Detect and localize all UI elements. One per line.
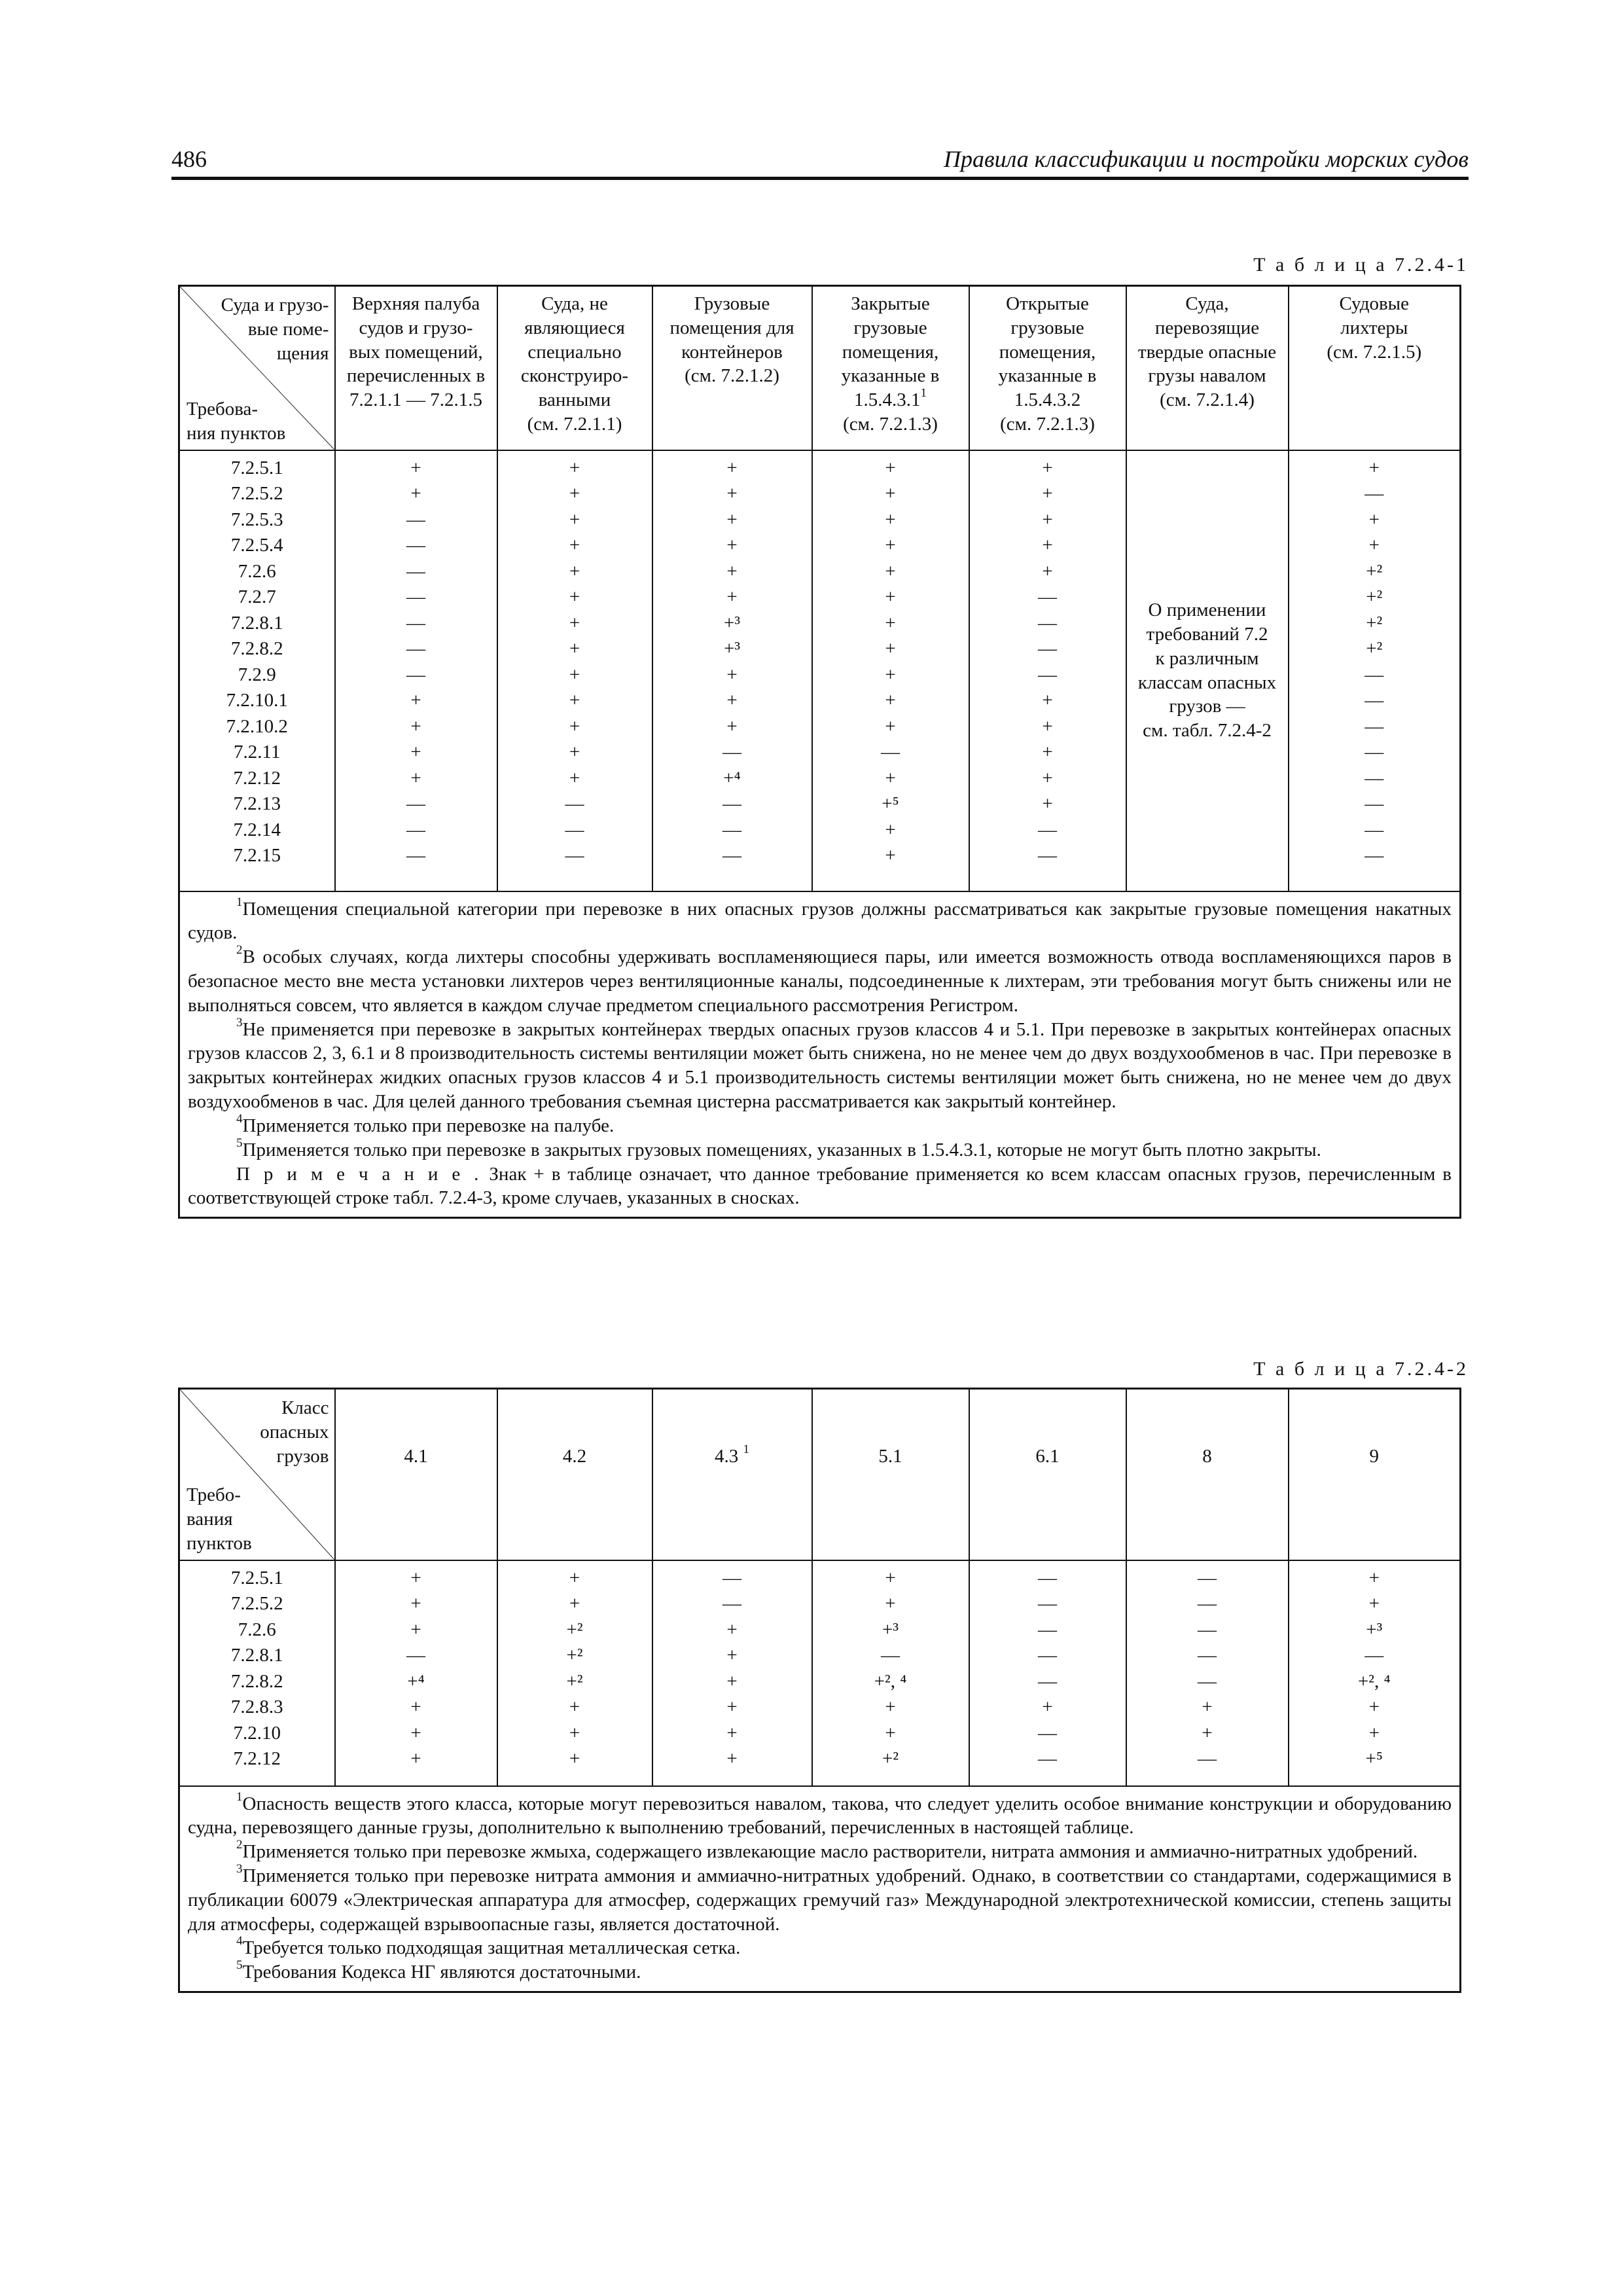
table-cell-value: 7.2.12 xyxy=(233,767,281,789)
table1-col-header: Суда, не являющиеся специально сконструиро- ванными (см. 7.2.1.1) xyxy=(497,286,652,450)
table-7-2-4-2 xyxy=(178,1388,1461,1993)
table-cell-value: — xyxy=(1364,1645,1384,1666)
table-cell-value: — xyxy=(406,535,425,556)
table-cell-value: + xyxy=(885,612,896,634)
table-cell-value: + xyxy=(569,1567,580,1588)
table-cell-value: — xyxy=(1198,1748,1217,1769)
table-cell-value: +² xyxy=(566,1645,583,1666)
table-cell-value: — xyxy=(406,612,425,634)
table-cell-value: + xyxy=(569,560,580,582)
table-cell-value: +³ xyxy=(723,638,741,659)
table-cell-value: + xyxy=(1368,509,1380,530)
table-cell-value: 7.2.10.1 xyxy=(226,690,288,711)
footnote: $^5$Требования Кодекса НГ являются достаточными. xyxy=(236,1958,641,1983)
table-cell-value: +² xyxy=(882,1748,899,1769)
table-cell-value: + xyxy=(726,509,738,530)
table-cell-value: + xyxy=(1042,509,1053,530)
table-cell-value: + xyxy=(1368,1696,1380,1717)
table2-col-header: 4.3 $^1$ xyxy=(652,1389,812,1560)
table-cell-value: + xyxy=(569,612,580,634)
table1-caption: Т а б л и ц а 7.2.4-1 xyxy=(1253,254,1469,276)
table-cell-value: + xyxy=(1042,742,1053,762)
table-cell-value: +⁵ xyxy=(882,793,899,814)
table-cell-value: — xyxy=(406,664,425,685)
table-cell-value: + xyxy=(726,1748,738,1769)
table2-column-values xyxy=(497,1560,652,1786)
table1-col-header: Открытые грузовые помещения, указанные в 1.5.4.3.2 (см. 7.2.1.3) xyxy=(969,286,1126,450)
table-cell-value: + xyxy=(1042,535,1053,556)
table1-column-values xyxy=(335,450,497,891)
table-cell-value: + xyxy=(1368,457,1380,478)
table-cell-value: + xyxy=(885,1567,896,1588)
table2-row-labels xyxy=(179,1560,335,1786)
table-cell-value: + xyxy=(569,742,580,762)
table-cell-value: + xyxy=(410,1696,421,1717)
table-cell-value: + xyxy=(410,767,421,789)
table-cell-value: — xyxy=(722,1567,741,1588)
table-cell-value: + xyxy=(1042,793,1053,814)
table-cell-value: +² xyxy=(566,1619,583,1640)
table-cell-value: + xyxy=(726,586,738,607)
table-cell-value: + xyxy=(569,483,580,504)
table-cell-value: +⁴ xyxy=(407,1670,425,1692)
table-cell-value: — xyxy=(406,560,425,582)
table-cell-value: — xyxy=(1198,1593,1217,1614)
table-cell-value: + xyxy=(569,690,580,711)
footnote: $^5$Применяется только при перевозке в закрытых грузовых помещениях, указанных в 1.5.4.3.1, которые не могут быть плотно закрыты. xyxy=(236,1136,1321,1160)
table-cell-value: — xyxy=(406,819,425,840)
page-number: 486 xyxy=(171,146,207,172)
table1-corner-bottom: Требова- ния пунктов xyxy=(187,398,286,444)
table-cell-value: — xyxy=(1038,1593,1057,1614)
table-cell-value: + xyxy=(726,715,738,737)
table-cell-value: — xyxy=(722,742,741,762)
table-cell-value: 7.2.5.3 xyxy=(230,509,283,530)
table2-corner-bottom: Требо- вания пунктов xyxy=(187,1484,252,1554)
table-cell-value: — xyxy=(406,1645,425,1666)
table2-corner-cell xyxy=(179,1389,335,1560)
table-cell-value: +² xyxy=(566,1670,583,1692)
table-cell-value: — xyxy=(722,845,741,866)
table-cell-value: 7.2.15 xyxy=(233,845,281,866)
table1-column-values xyxy=(1289,450,1461,891)
table-cell-value: 7.2.6 xyxy=(238,1619,276,1640)
table-cell-value: 7.2.5.2 xyxy=(230,483,283,504)
table-cell-value: + xyxy=(1042,1696,1053,1717)
table-cell-value: 7.2.8.1 xyxy=(230,612,283,634)
table-cell-value: +² xyxy=(1366,586,1383,607)
table-cell-value: + xyxy=(410,715,421,737)
table-cell-value: + xyxy=(410,483,421,504)
table-cell-value: + xyxy=(410,742,421,762)
table-cell-value: +² xyxy=(1366,612,1383,634)
footnote: $^1$Помещения специальной категории при перевозке в них опасных грузов должны рассматриваться как закрытые грузовые помещения накатных судов. xyxy=(188,895,1452,944)
table1-column-values xyxy=(497,450,652,891)
table-7-2-4-1 xyxy=(178,285,1461,1219)
table2-col-header: 6.1 xyxy=(969,1389,1126,1560)
table-cell-value: + xyxy=(569,767,580,789)
table2-header-row xyxy=(179,1389,1461,1560)
table-cell-value: — xyxy=(406,509,425,530)
table2-body-row xyxy=(179,1560,1461,1786)
table-cell-value: + xyxy=(885,535,896,556)
table-cell-value: + xyxy=(885,845,896,866)
table-cell-value: +² xyxy=(1366,560,1383,582)
table-cell-value: + xyxy=(726,535,738,556)
table-cell-value: + xyxy=(1042,715,1053,737)
table2-footnotes-row xyxy=(179,1786,1461,1992)
table-cell-value: — xyxy=(1038,1645,1057,1666)
table-cell-value: — xyxy=(1198,1645,1217,1666)
table-cell-value: — xyxy=(1038,1722,1057,1744)
table-note: П р и м е ч а н и е . Знак + в таблице означает, что данное требование применяется ко всем классам опасных грузов, перечисленным в соответствующей строке табл. 7.2.4-3, кроме случаев, указанных в сносках. xyxy=(188,1163,1452,1209)
table-cell-value: + xyxy=(569,1593,580,1614)
table-cell-value: + xyxy=(1202,1696,1213,1717)
table-cell-value: — xyxy=(565,845,584,866)
table-cell-value: 7.2.8.1 xyxy=(230,1645,283,1666)
table1-col-header: Закрытые грузовые помещения, указанные в 1.5.4.3.1$^1$ (см. 7.2.1.3) xyxy=(812,286,969,450)
table-cell-value: — xyxy=(1364,819,1384,840)
table-cell-value: — xyxy=(881,1645,900,1666)
table-cell-value: + xyxy=(569,638,580,659)
table1-merged-note: О применении требований 7.2 к различным классам опасных грузов — см. табл. 7.2.4-2 xyxy=(1126,450,1289,891)
table1-header-row xyxy=(179,286,1461,450)
table-cell-value: 7.2.5.1 xyxy=(230,1567,283,1588)
table-cell-value: + xyxy=(726,1670,738,1692)
table-cell-value: — xyxy=(1198,1670,1217,1692)
table-cell-value: 7.2.9 xyxy=(238,664,276,685)
table-cell-value: + xyxy=(885,715,896,737)
table-cell-value: — xyxy=(565,793,584,814)
table2-footnotes xyxy=(179,1786,1461,1992)
table2-column-values xyxy=(1126,1560,1289,1786)
running-title: Правила классификации и постройки морских судов xyxy=(944,146,1469,172)
table1-column-values xyxy=(812,450,969,891)
table-cell-value: + xyxy=(885,638,896,659)
table-cell-value: + xyxy=(726,483,738,504)
table-cell-value: + xyxy=(569,586,580,607)
table-cell-value: + xyxy=(410,1593,421,1614)
table-cell-value: + xyxy=(726,690,738,711)
table-cell-value: 7.2.8.2 xyxy=(230,1670,283,1692)
table1-column-values xyxy=(652,450,812,891)
table-cell-value: + xyxy=(885,457,896,478)
table-cell-value: 7.2.10 xyxy=(233,1722,281,1744)
table1-column-values xyxy=(969,450,1126,891)
table-cell-value: — xyxy=(1038,664,1057,685)
table-cell-value: — xyxy=(1038,638,1057,659)
footnote: $^4$Применяется только при перевозке на палубе. xyxy=(236,1111,615,1136)
table-cell-value: + xyxy=(726,1722,738,1744)
table2-col-header: 8 xyxy=(1126,1389,1289,1560)
header-rule xyxy=(171,177,1469,180)
table-cell-value: — xyxy=(406,793,425,814)
table-cell-value: 7.2.5.4 xyxy=(230,535,283,556)
table-cell-value: + xyxy=(569,715,580,737)
table-cell-value: +², ⁴ xyxy=(1357,1670,1391,1692)
table-cell-value: +³ xyxy=(723,612,741,634)
table-cell-value: + xyxy=(885,1696,896,1717)
table-cell-value: + xyxy=(1368,535,1380,556)
table1-corner-top: Суда и грузо- вые поме- щения xyxy=(221,295,329,364)
table-cell-value: 7.2.8.2 xyxy=(230,638,283,659)
table-cell-value: — xyxy=(1038,1619,1057,1640)
table2-col-header: 5.1 xyxy=(812,1389,969,1560)
table-cell-value: + xyxy=(885,586,896,607)
table-cell-value: — xyxy=(1038,1670,1057,1692)
table-cell-value: — xyxy=(1364,483,1384,504)
table-cell-value: + xyxy=(726,1696,738,1717)
table-cell-value: + xyxy=(410,1567,421,1588)
table-cell-value: — xyxy=(1198,1567,1217,1588)
table1-col-header: Суда, перевозящие твердые опасные грузы навалом (см. 7.2.1.4) xyxy=(1126,286,1289,450)
table-cell-value: +³ xyxy=(882,1619,899,1640)
table-cell-value: — xyxy=(1364,690,1384,711)
table2-column-values xyxy=(969,1560,1126,1786)
table-cell-value: — xyxy=(1038,1748,1057,1769)
table-cell-value: + xyxy=(885,560,896,582)
table-cell-value: — xyxy=(1198,1619,1217,1640)
table-cell-value: — xyxy=(565,819,584,840)
table-cell-value: — xyxy=(406,586,425,607)
table-cell-value: + xyxy=(569,1748,580,1769)
table-cell-value: — xyxy=(406,845,425,866)
table-cell-value: + xyxy=(410,1619,421,1640)
table-cell-value: + xyxy=(569,664,580,685)
table-cell-value: — xyxy=(722,1593,741,1614)
table2-column-values xyxy=(1289,1560,1461,1786)
table-cell-value: 7.2.6 xyxy=(238,560,276,582)
table-cell-value: + xyxy=(885,664,896,685)
footnote: $^2$Применяется только при перевозке жмыха, содержащего извлекающие масло растворители, нитрата аммония и аммиачно-нитратных удобрений. xyxy=(236,1838,1418,1863)
table-cell-value: — xyxy=(1364,845,1384,866)
table-cell-value: + xyxy=(726,664,738,685)
table1-footnotes-row xyxy=(179,891,1461,1218)
table-cell-value: + xyxy=(726,1619,738,1640)
table1-footnotes xyxy=(179,891,1461,1218)
table-cell-value: + xyxy=(1042,690,1053,711)
table1-corner-cell xyxy=(179,286,335,450)
table-cell-value: + xyxy=(726,1645,738,1666)
table-cell-value: — xyxy=(881,742,900,762)
table2-column-values xyxy=(812,1560,969,1786)
table-cell-value: + xyxy=(885,483,896,504)
table-cell-value: + xyxy=(1042,560,1053,582)
footnote: $^1$Опасность веществ этого класса, которые могут перевозиться навалом, такова, что следует уделить особое внимание конструкции и оборудованию судна, перевозящего данные грузы, дополнительно к выполнению требований, перечисленных в настоящей таблице. xyxy=(188,1789,1452,1839)
table-cell-value: + xyxy=(410,457,421,478)
table1-col-header: Верхняя палуба судов и грузо- вых помещений, перечисленных в 7.2.1.1 — 7.2.1.5 xyxy=(335,286,497,450)
table-cell-value: — xyxy=(722,819,741,840)
table-cell-value: +³ xyxy=(1366,1619,1383,1640)
table2-col-header: 4.2 xyxy=(497,1389,652,1560)
table-cell-value: +⁵ xyxy=(1365,1748,1383,1769)
table1-col-header: Судовые лихтеры (см. 7.2.1.5) xyxy=(1289,286,1461,450)
table-cell-value: + xyxy=(410,1748,421,1769)
table1-row-labels xyxy=(179,450,335,891)
table-cell-value: +², ⁴ xyxy=(874,1670,907,1692)
table1-body-row xyxy=(179,450,1461,891)
table-cell-value: + xyxy=(885,1722,896,1744)
table2-caption: Т а б л и ц а 7.2.4-2 xyxy=(1253,1358,1469,1380)
table-cell-value: — xyxy=(1364,742,1384,762)
table2-col-header: 9 xyxy=(1289,1389,1461,1560)
table-cell-value: + xyxy=(569,1696,580,1717)
table-cell-value: + xyxy=(726,560,738,582)
footnote: $^3$Не применяется при перевозке в закрытых контейнерах твердых опасных грузов классов 4 и 5.1. При перевозке в закрытых контейнерах опасных грузов классов 2, 3, 6.1 и 8 производительность системы вентиляции может быть снижена, но не менее чем до двух воздухообменов в час. При перевозке в закрытых контейнерах жидких опасных грузов классов 4 и 5.1 производительность системы вентиляции может быть снижена, но не менее чем до двух воздухообменов в час. Для целей данного требования съемная цистерна рассматривается как закрытый контейнер. xyxy=(188,1015,1452,1113)
table-cell-value: 7.2.13 xyxy=(233,793,281,814)
table1-col-header: Грузовые помещения для контейнеров (см. 7.2.1.2) xyxy=(652,286,812,450)
table2-column-values xyxy=(652,1560,812,1786)
table-cell-value: + xyxy=(569,509,580,530)
footnote: $^4$Требуется только подходящая защитная металлическая сетка. xyxy=(236,1934,741,1959)
footnote: $^3$Применяется только при перевозке нитрата аммония и аммиачно-нитратных удобрений. Однако, в соответствии со стандартами, содержащимися в публикации 60079 «Электрическая аппаратура для атмосфер, содержащих гремучий газ» Международной электротехнической комиссии, степень защиты для атмосферы, содержащей взрывоопасные газы, является достаточной. xyxy=(188,1861,1452,1935)
table-cell-value: +⁴ xyxy=(723,767,741,789)
table-cell-value: — xyxy=(1038,1567,1057,1588)
table-cell-value: — xyxy=(1038,586,1057,607)
table-cell-value: + xyxy=(410,690,421,711)
table-cell-value: 7.2.11 xyxy=(234,742,281,762)
table-cell-value: + xyxy=(885,690,896,711)
table-cell-value: + xyxy=(410,1722,421,1744)
table-cell-value: — xyxy=(722,793,741,814)
footnote: $^2$В особых случаях, когда лихтеры способны удерживать воспламеняющиеся пары, или имеется возможность отвода воспламеняющихся паров в безопасное место вне места установки лихтеров через вентиляционные каналы, подсоединенные к лихтерам, эти требования могут быть снижены или не выполняться совсем, что является в каждом случае предметом специального рассмотрения Регистром. xyxy=(188,943,1452,1016)
table-cell-value: 7.2.7 xyxy=(238,586,276,607)
table-cell-value: 7.2.10.2 xyxy=(226,715,288,737)
table-cell-value: 7.2.5.1 xyxy=(230,457,283,478)
table-cell-value: + xyxy=(569,535,580,556)
table-cell-value: + xyxy=(885,509,896,530)
table-cell-value: + xyxy=(885,1593,896,1614)
table-cell-value: — xyxy=(1364,793,1384,814)
table-cell-value: 7.2.12 xyxy=(233,1748,281,1769)
table-cell-value: + xyxy=(569,1722,580,1744)
table2-col-header: 4.1 xyxy=(335,1389,497,1560)
table-cell-value: +² xyxy=(1366,638,1383,659)
table-cell-value: + xyxy=(885,767,896,789)
table-cell-value: — xyxy=(1364,767,1384,789)
table-cell-value: — xyxy=(1038,845,1057,866)
table-cell-value: — xyxy=(1364,664,1384,685)
table2-column-values xyxy=(335,1560,497,1786)
table2-corner-top: Класс опасных грузов xyxy=(260,1397,329,1467)
table-cell-value: 7.2.5.2 xyxy=(230,1593,283,1614)
table-cell-value: 7.2.8.3 xyxy=(230,1696,283,1717)
table-cell-value: 7.2.14 xyxy=(233,819,281,840)
table-cell-value: + xyxy=(726,457,738,478)
table-cell-value: + xyxy=(885,819,896,840)
table-cell-value: — xyxy=(1364,715,1384,737)
table-cell-value: + xyxy=(1368,1722,1380,1744)
table-cell-value: — xyxy=(1038,612,1057,634)
table-cell-value: — xyxy=(1038,819,1057,840)
table-cell-value: + xyxy=(1202,1722,1213,1744)
table-cell-value: + xyxy=(1042,457,1053,478)
table-cell-value: + xyxy=(1042,767,1053,789)
table-cell-value: + xyxy=(569,457,580,478)
table-cell-value: + xyxy=(1368,1567,1380,1588)
table-cell-value: + xyxy=(1368,1593,1380,1614)
table-cell-value: + xyxy=(1042,483,1053,504)
table-cell-value: — xyxy=(406,638,425,659)
